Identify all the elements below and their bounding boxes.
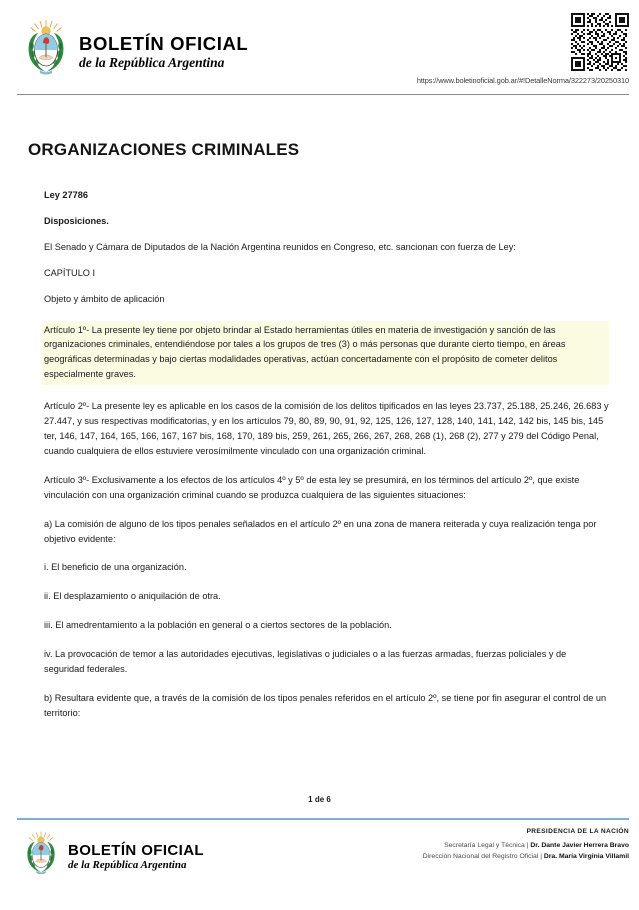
footer-brand-title: BOLETÍN OFICIAL — [68, 842, 204, 859]
page-header — [0, 0, 639, 96]
qr-code-icon[interactable] — [571, 13, 629, 71]
list-item-iv: iv. La provocación de temor a las autoridades ejecutivas, legislativas o judiciales o a las fuerzas armadas, fuerzas policiales y de seguridad federales. — [44, 649, 567, 675]
law-number: Ley 27786 — [44, 190, 88, 200]
list-item-a: a) La comisión de alguno de los tipos penales señalados en el artículo 2º en una zona de manera reiterada y cuya realización tenga por objetivo evidente: — [44, 518, 597, 544]
footer-brand-text — [68, 839, 204, 871]
enactment-clause: El Senado y Cámara de Diputados de la Nación Argentina reunidos en Congreso, etc. sancionan con fuerza de Ley: — [44, 241, 516, 252]
signature-name-2: Dra. María Virginia Villamil — [543, 853, 629, 860]
header-brand-text — [79, 31, 248, 70]
page-indicator: 1 de 6 — [308, 795, 331, 804]
articulo-1: Artículo 1º- La presente ley tiene por objeto brindar al Estado herramientas útiles en materia de investigación y sanción de las organizaciones criminales, entendiéndose por tales a los grupos de tres (3) o más personas que durante cierto tiempo, en áreas geográficas determinadas y bajo ciertas modalidades operativas, actúan concertadamente con el propósito de cometer delitos especialmente graves. — [42, 321, 609, 386]
footer-brand-subtitle: de la República Argentina — [68, 859, 187, 871]
signature-role-2: Dirección Nacional del Registro Oficial | — [422, 853, 542, 860]
articulo-2: Artículo 2º- La presente ley es aplicable en los casos de la comisión de los delitos tipificados en las leyes 23.737, 25.188, 25.246, 26.683 y 27.447, y sus respectivas modificatorias, y en los artículos 79, 80, 89, 90, 91, 92, 125, 126, 127, 128, 140, 141, 142, 142 bis, 145 bis, 145 ter, 146, 147, 164, 165, 166, 167, 167 bis, 168, 170, 189 bis, 259, 261, 265, 266, 267, 268, 268 (1), 268 (2), 277 y 279 del Código Penal, cuando cualquiera de ellos estuviere verosímilmente vinculado con una organización criminal. — [44, 401, 609, 456]
document-url[interactable]: https://www.boletinoficial.gob.ar/#!DetalleNorma/322273/20250310 — [416, 76, 629, 85]
brand-title: BOLETÍN OFICIAL — [79, 32, 249, 54]
brand-subtitle: de la República Argentina — [79, 55, 225, 70]
header-divider — [17, 94, 629, 95]
argentina-coat-of-arms-icon — [22, 18, 70, 82]
article-container — [44, 188, 609, 721]
list-item-ii: ii. El desplazamiento o aniquilación de otra. — [44, 591, 221, 602]
argentina-coat-of-arms-icon — [22, 830, 60, 880]
page-footer — [0, 814, 639, 910]
chapter-label: CAPÍTULO I — [44, 267, 96, 278]
document-subtitle: Disposiciones. — [44, 215, 109, 226]
footer-divider — [17, 818, 629, 820]
list-item-b: b) Resultara evidente que, a través de la comisión de los tipos penales referidos en el artículo 2º, se tiene por fin asegurar el control de un territorio: — [44, 692, 607, 718]
list-item-i: i. El beneficio de una organización. — [44, 562, 187, 573]
chapter-heading: Objeto y ámbito de aplicación — [44, 293, 165, 304]
footer-brand — [22, 830, 204, 880]
signature-role-1: Secretaría Legal y Técnica | — [444, 842, 529, 849]
signature-name-1: Dr. Dante Javier Herrera Bravo — [530, 842, 629, 849]
signature-legal-tecnica — [423, 842, 629, 849]
document-body — [0, 96, 639, 814]
header-brand — [22, 18, 248, 82]
articulo-3: Artículo 3º- Exclusivamente a los efectos de los artículos 4º y 5º de esta ley se presumirá, en los términos del artículo 2º, que existe vinculación con una organización criminal cuando se produzca cualquiera de las siguientes situaciones: — [44, 474, 580, 500]
presidencia-label: PRESIDENCIA DE LA NACIÓN — [526, 828, 629, 835]
list-item-iii: iii. El amedrentamiento a la población en general o a ciertos sectores de la población. — [44, 620, 392, 631]
footer-authority-block — [423, 828, 629, 864]
signature-registro-oficial — [423, 853, 629, 860]
page-title: ORGANIZACIONES CRIMINALES — [28, 140, 300, 159]
